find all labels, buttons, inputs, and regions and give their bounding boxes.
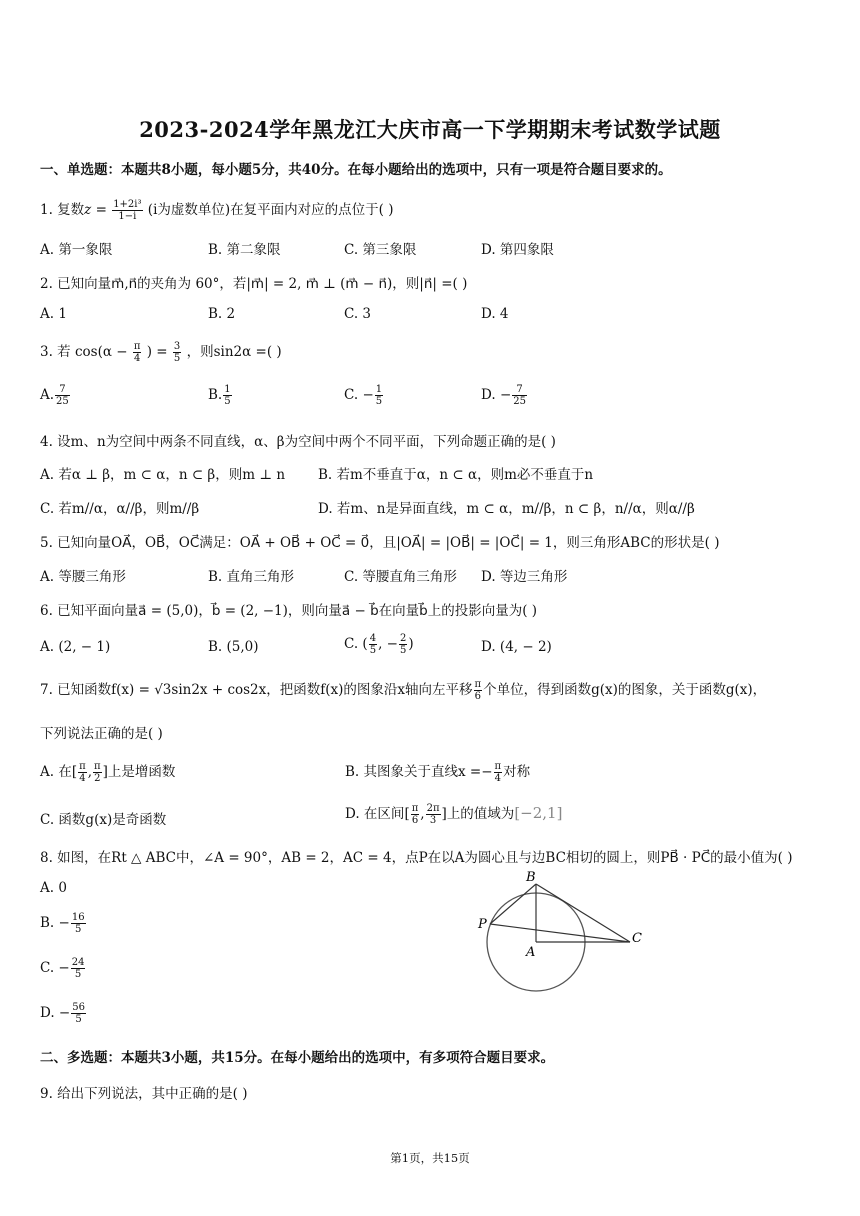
q3-pi-fraction [133, 341, 142, 364]
q5-option-c: C. 等腰直角三角形 [344, 569, 457, 585]
q3-d-sign: − [499, 387, 512, 403]
q1-suffix: (i为虚数单位)在复平面内对应的点位于( ) [147, 202, 394, 218]
q3-d-fraction [512, 384, 527, 407]
q8-option-a: A. 0 [40, 880, 67, 896]
q6-c2-den: 5 [399, 645, 407, 656]
q7-option-b [345, 760, 530, 784]
q7-a-frac2 [93, 761, 102, 784]
q7-a-suffix: 上是增函数 [107, 764, 176, 780]
q3-value-den: 5 [173, 353, 181, 364]
q1-prefix: 1. 复数 [40, 202, 85, 218]
q6-option-a: A. (2, − 1) [40, 639, 111, 655]
q8-geometry-figure [470, 866, 660, 998]
figure-segment-bc [536, 884, 630, 942]
q6-c-frac1 [369, 633, 377, 656]
q7-d2-den: 3 [429, 815, 437, 826]
q3-value-num: 3 [173, 341, 181, 352]
q3-a-fraction [55, 384, 70, 407]
q3-pi-num: π [133, 341, 141, 352]
question-3 [40, 340, 282, 364]
q8-d-num: 56 [72, 1002, 85, 1013]
q3-b-den: 5 [224, 396, 231, 407]
q3-c-den: 5 [375, 396, 383, 407]
question-9: 9. 给出下列说法，其中正确的是( ) [40, 1086, 248, 1102]
q8-c-label: C. − [40, 960, 70, 976]
q7-a-frac1 [78, 761, 87, 784]
q4-option-d: D. 若m、n是异面直线，m ⊂ α，m//β，n ⊂ β，n//α，则α//β [318, 501, 695, 517]
section-heading-multi-choice: 二、多选题：本题共3小题，共15分。在每小题给出的选项中，有多项符合题目要求。 [40, 1050, 555, 1066]
q2-option-a: A. 1 [40, 306, 67, 322]
q1-z: z = [84, 202, 107, 218]
q1-option-d: D. 第四象限 [481, 242, 554, 258]
q5-option-a: A. 等腰三角形 [40, 569, 126, 585]
q3-a-label: A. [40, 387, 55, 403]
q1-option-c: C. 第三象限 [344, 242, 417, 258]
q8-c-num: 24 [71, 957, 85, 968]
q7-b-prefix: B. 其图象关于直线x =− [345, 764, 493, 780]
question-7-line2: 下列说法正确的是( ) [40, 726, 163, 742]
q7-d1-num: π [411, 803, 419, 814]
question-2: 2. 已知向量m⃗,n⃗的夹角为 60°，若|m⃗| = 2, m⃗ ⊥ (m⃗ − n⃗)，则|n⃗| =( ) [40, 276, 468, 292]
q6-option-b: B. (5,0) [208, 639, 259, 655]
q1-option-a: A. 第一象限 [40, 242, 113, 258]
q1-frac-den: 1−i [118, 211, 137, 222]
q8-b-num: 16 [71, 912, 85, 923]
q6-c1-num: 4 [369, 633, 377, 644]
q7-option-d: D. 在区间[ $\frac{\pi}{6}$ , $\frac{2\pi}{3}$ ]上的值域为[−2,1] [345, 803, 563, 826]
q3-b-label: B. [208, 387, 223, 403]
figure-segment-pb [490, 884, 536, 924]
q3-value-fraction [173, 341, 181, 364]
q8-b-fraction [71, 912, 86, 935]
q8-d-den: 5 [75, 1014, 82, 1025]
q7-a1-num: π [79, 761, 86, 772]
figure-label-c: C [632, 931, 642, 946]
q7-shift-num: π [474, 679, 482, 690]
question-6: 6. 已知平面向量a⃗ = (5,0)，b⃗ = (2, −1)，则向量a⃗ − b⃗在向量b⃗上的投影向量为( ) [40, 603, 538, 619]
q7-b-fraction [494, 761, 503, 784]
q6-c2-num: 2 [399, 633, 407, 644]
q4-option-a: A. 若α ⊥ β，m ⊂ α，n ⊂ β，则m ⊥ n [40, 467, 286, 483]
q2-option-c: C. 3 [344, 306, 372, 322]
q3-mid: ) = [146, 344, 168, 360]
q8-d-fraction [71, 1002, 86, 1025]
figure-label-a: A [526, 945, 536, 960]
q8-option-b [40, 912, 87, 935]
question-5: 5. 已知向量OA⃗，OB⃗，OC⃗满足：OA⃗ + OB⃗ + OC⃗ = 0⃗，且|OA⃗| = |OB⃗| = |OC⃗| = 1，则三角形ABC的形状是( ) [40, 535, 720, 551]
q7-line1-suffix: 个单位，得到函数g(x)的图象，关于函数g(x)， [483, 682, 767, 698]
q7-d-frac1 [411, 803, 420, 826]
q7-shift-den: 6 [474, 691, 481, 702]
q3-option-b [208, 384, 233, 407]
q1-frac-num: 1+2i³ [113, 199, 142, 210]
q3-c-sign: − [362, 387, 374, 403]
q5-option-d: D. 等边三角形 [481, 569, 568, 585]
q3-suffix: ，则sin2α =( ) [186, 344, 282, 360]
q1-fraction [112, 199, 142, 222]
section-heading-single-choice: 一、单选题：本题共8小题，每小题5分，共40分。在每小题给出的选项中，只有一项是符合题目要求的。 [40, 162, 672, 178]
q7-line1-prefix: 7. 已知函数f(x) = √3sin2x + cos2x，把函数f(x)的图象沿x轴向左平移 [40, 682, 473, 698]
q7-a2-num: π [94, 761, 101, 772]
q8-c-fraction [71, 957, 86, 980]
q6-c1-den: 5 [369, 645, 377, 656]
q7-d-suffix: 上的值域为 [446, 806, 515, 822]
question-8: 8. 如图，在Rt △ ABC中，∠A = 90°，AB = 2，AC = 4，点P在以A为圆心且与边BC相切的圆上，则PB⃗ · PC⃗的最小值为( ) [40, 850, 793, 866]
q6-option-c: C. ( $\frac{4}{5}$ , − $\frac{2}{5}$ ) [344, 633, 414, 656]
figure-segment-pc [490, 924, 630, 942]
question-7-line1 [40, 678, 766, 702]
q7-d-prefix: D. 在区间 [345, 806, 405, 822]
page-footer: 第1页，共15页 [390, 1151, 470, 1165]
q3-option-a [40, 384, 71, 407]
q5-option-b: B. 直角三角形 [208, 569, 295, 585]
q3-d-label: D. [481, 387, 496, 403]
q7-d1-den: 6 [411, 815, 419, 826]
question-4: 4. 设m、n为空间中两条不同直线，α、β为空间中两个不同平面，下列命题正确的是( ) [40, 434, 556, 450]
q1-option-b: B. 第二象限 [208, 242, 281, 258]
q3-pi-den: 4 [133, 353, 141, 364]
q7-a2-den: 2 [94, 773, 101, 784]
q3-c-label: C. [344, 387, 359, 403]
q3-option-d [481, 384, 528, 407]
q2-option-d: D. 4 [481, 306, 509, 322]
q7-a-prefix: A. 在 [40, 764, 72, 780]
q8-b-den: 5 [75, 924, 82, 935]
q2-option-b: B. 2 [208, 306, 236, 322]
q3-option-c [344, 384, 384, 407]
q7-d-range: [−2,1] [514, 804, 563, 822]
q3-d-num: 7 [512, 384, 527, 396]
q6-option-d: D. (4, − 2) [481, 639, 552, 655]
q7-option-a: A. 在[ $\frac{\pi}{4}$ , $\frac{\pi}{2}$ ]上是增函数 [40, 761, 176, 784]
q7-b-num: π [494, 761, 502, 772]
q3-a-den: 25 [56, 396, 69, 407]
q8-c-den: 5 [74, 969, 82, 980]
q7-b-den: 4 [494, 773, 501, 784]
figure-label-p: P [478, 917, 487, 932]
question-1 [40, 198, 393, 222]
q7-shift-fraction [474, 679, 483, 702]
q3-c-fraction [375, 384, 383, 407]
figure-label-b: B [526, 870, 536, 885]
q7-d-frac2 [426, 803, 441, 826]
q7-option-c: C. 函数g(x)是奇函数 [40, 812, 167, 828]
q3-b-num: 1 [224, 384, 231, 395]
q3-a-num: 7 [55, 384, 70, 396]
q7-a1-den: 4 [79, 773, 86, 784]
page-title: 2023-2024学年黑龙江大庆市高一下学期期末考试数学试题 [139, 117, 721, 142]
q8-d-label: D. − [40, 1005, 71, 1021]
q3-d-den: 25 [513, 396, 526, 407]
q6-c-frac2 [399, 633, 407, 656]
q8-b-label: B. − [40, 915, 70, 931]
q3-b-fraction [223, 384, 231, 407]
q3-prefix: 3. 若 cos(α − [40, 344, 128, 360]
q7-b-suffix: 对称 [503, 764, 531, 780]
q6-c-prefix: C. ( [344, 636, 368, 652]
q8-option-d [40, 1002, 87, 1025]
q4-option-c: C. 若m//α，α//β，则m//β [40, 501, 200, 517]
q4-option-b: B. 若m不垂直于α，n ⊂ α，则m必不垂直于n [318, 467, 594, 483]
q8-option-c [40, 957, 86, 980]
q7-d2-num: 2π [426, 803, 440, 814]
q3-c-num: 1 [375, 384, 383, 395]
